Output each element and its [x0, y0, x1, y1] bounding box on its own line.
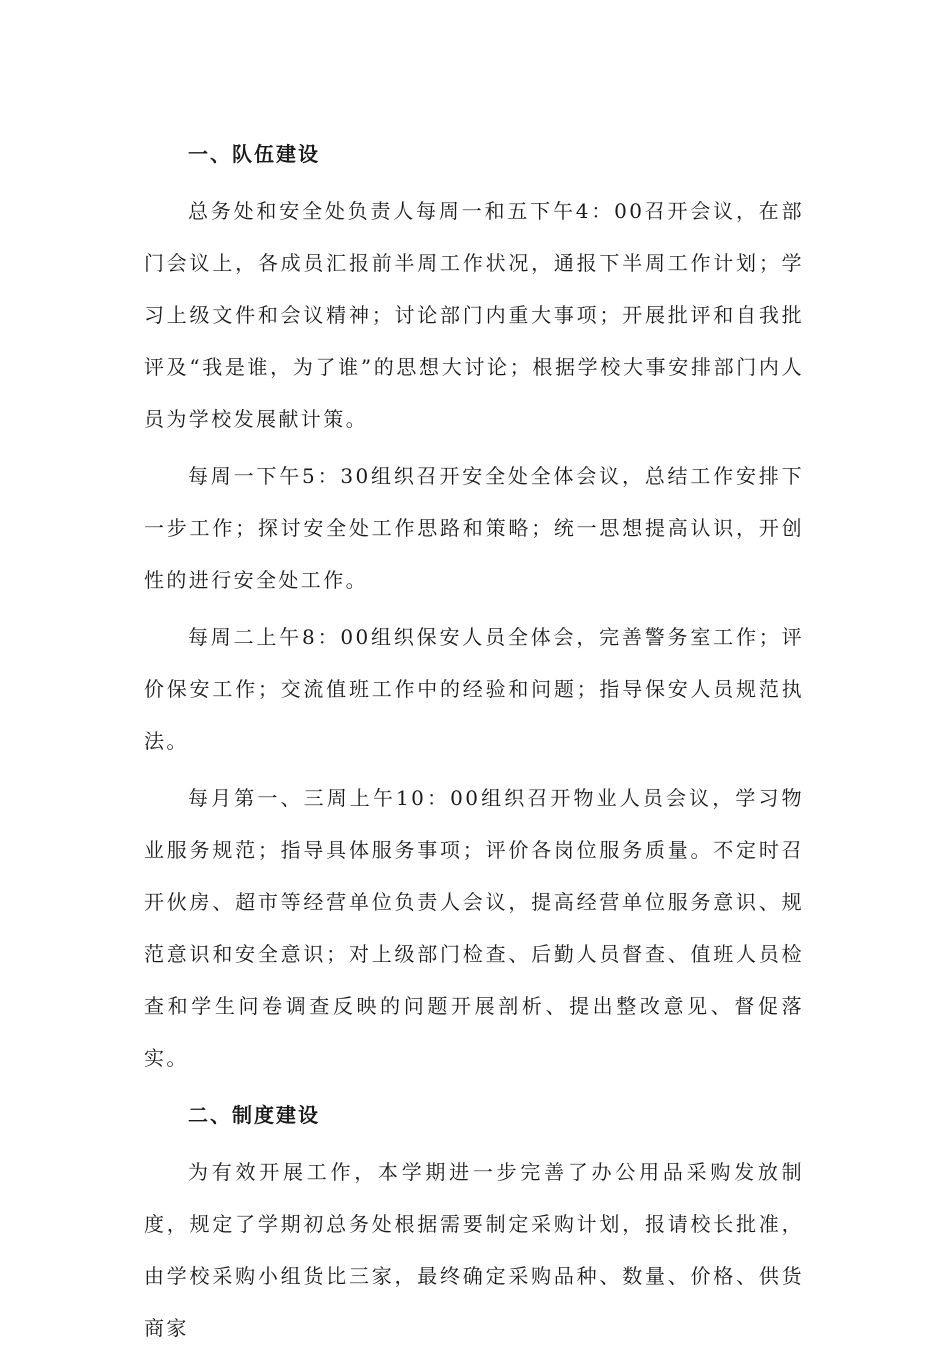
section-heading-team-building: 一、队伍建设 [188, 142, 320, 166]
paragraph-weekly-department-meeting: 总务处和安全处负责人每周一和五下午4：00召开会议，在部门会议上，各成员汇报前半周工作状况，通报下半周工作计划；学习上级文件和会议精神；讨论部门内重大事项；开展批评和自我批评及“我是谁，为了谁”的思想大讨论；根据学校大事安排部门内人员为学校发展献计策。 [144, 199, 804, 431]
paragraph-procurement-system: 为有效开展工作，本学期进一步完善了办公用品采购发放制度，规定了学期初总务处根据需要制定采购计划，报请校长批准，由学校采购小组货比三家，最终确定采购品种、数量、价格、供货商家 [144, 1160, 804, 1340]
paragraph-security-staff-meeting: 每周二上午8：00组织保安人员全体会，完善警务室工作；评价保安工作；交流值班工作中的经验和问题；指导保安人员规范执法。 [144, 625, 804, 753]
paragraph-safety-office-meeting: 每周一下午5：30组织召开安全处全体会议，总结工作安排下一步工作；探讨安全处工作思路和策略；统一思想提高认识，开创性的进行安全处工作。 [144, 464, 804, 592]
document-body [144, 128, 804, 1359]
paragraph-property-staff-meeting: 每月第一、三周上午10：00组织召开物业人员会议，学习物业服务规范；指导具体服务事项；评价各岗位服务质量。不定时召开伙房、超市等经营单位负责人会议，提高经营单位服务意识、规范意识和安全意识；对上级部门检查、后勤人员督查、值班人员检查和学生问卷调查反映的问题开展剖析、提出整改意见、督促落实。 [144, 786, 804, 1070]
section-heading-system-building: 二、制度建设 [188, 1103, 320, 1127]
